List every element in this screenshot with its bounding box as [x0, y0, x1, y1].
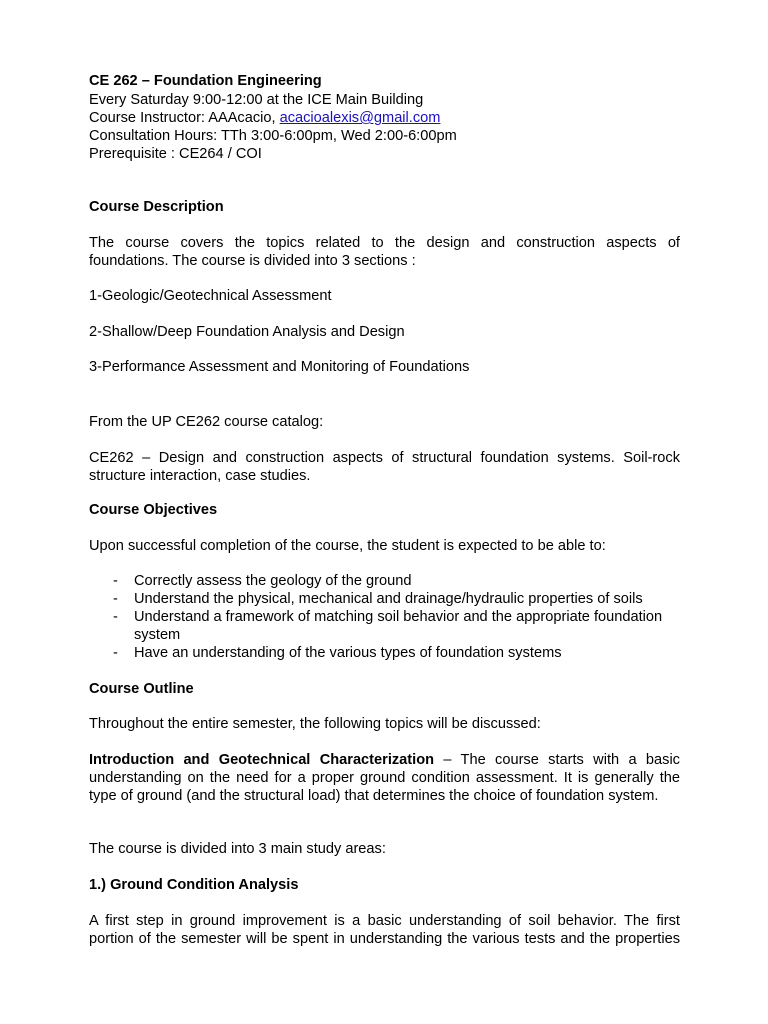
section-item-3: 3-Performance Assessment and Monitoring of Foundations: [89, 359, 470, 375]
list-item: - Correctly assess the geology of the ground: [113, 573, 412, 589]
course-schedule: Every Saturday 9:00-12:00 at the ICE Main Building: [89, 92, 424, 108]
course-outline-heading: Course Outline: [89, 681, 194, 697]
study-areas-intro: The course is divided into 3 main study areas:: [89, 841, 386, 857]
consultation-hours: Consultation Hours: TTh 3:00-6:00pm, Wed 2:00-6:00pm: [89, 128, 457, 144]
ground-condition-paragraph: A first step in ground improvement is a basic understanding of soil behavior. The first portion of the semester will be spent in understanding the various tests and the properties: [89, 913, 680, 947]
course-objectives-heading: Course Objectives: [89, 502, 218, 518]
outline-intro: Throughout the entire semester, the following topics will be discussed:: [89, 716, 541, 732]
objectives-list: [89, 572, 689, 662]
section-item-2: 2-Shallow/Deep Foundation Analysis and Design: [89, 324, 405, 340]
instructor-email-link[interactable]: acacioalexis@gmail.com: [279, 110, 441, 126]
prerequisite: Prerequisite : CE264 / COI: [89, 146, 262, 162]
list-item: - Have an understanding of the various types of foundation systems: [113, 645, 562, 661]
course-title: CE 262 – Foundation Engineering: [89, 73, 322, 89]
course-description-heading: Course Description: [89, 199, 224, 215]
catalog-description: CE262 – Design and construction aspects of structural foundation systems. Soil-rock structure interaction, case studies.: [89, 450, 680, 484]
ground-condition-heading: 1.) Ground Condition Analysis: [89, 877, 299, 893]
list-item: - Understand the physical, mechanical and drainage/hydraulic properties of soils: [113, 591, 643, 607]
list-item: - Understand a framework of matching soil behavior and the appropriate foundation system: [113, 609, 663, 643]
objectives-intro: Upon successful completion of the course, the student is expected to be able to:: [89, 538, 606, 554]
section-item-1: 1-Geologic/Geotechnical Assessment: [89, 288, 332, 304]
introduction-paragraph: Introduction and Geotechnical Characterization – The course starts with a basic understanding on the need for a proper ground condition assessment. It is generally the type of ground (and the structural load) that determines the choice of foundation system.: [89, 752, 680, 804]
catalog-intro: From the UP CE262 course catalog:: [89, 414, 324, 430]
course-description-paragraph: The course covers the topics related to the design and construction aspects of foundations. The course is divided into 3 sections :: [89, 235, 680, 269]
course-instructor: Course Instructor: AAAcacio, acacioalexis@gmail.com: [89, 110, 441, 126]
